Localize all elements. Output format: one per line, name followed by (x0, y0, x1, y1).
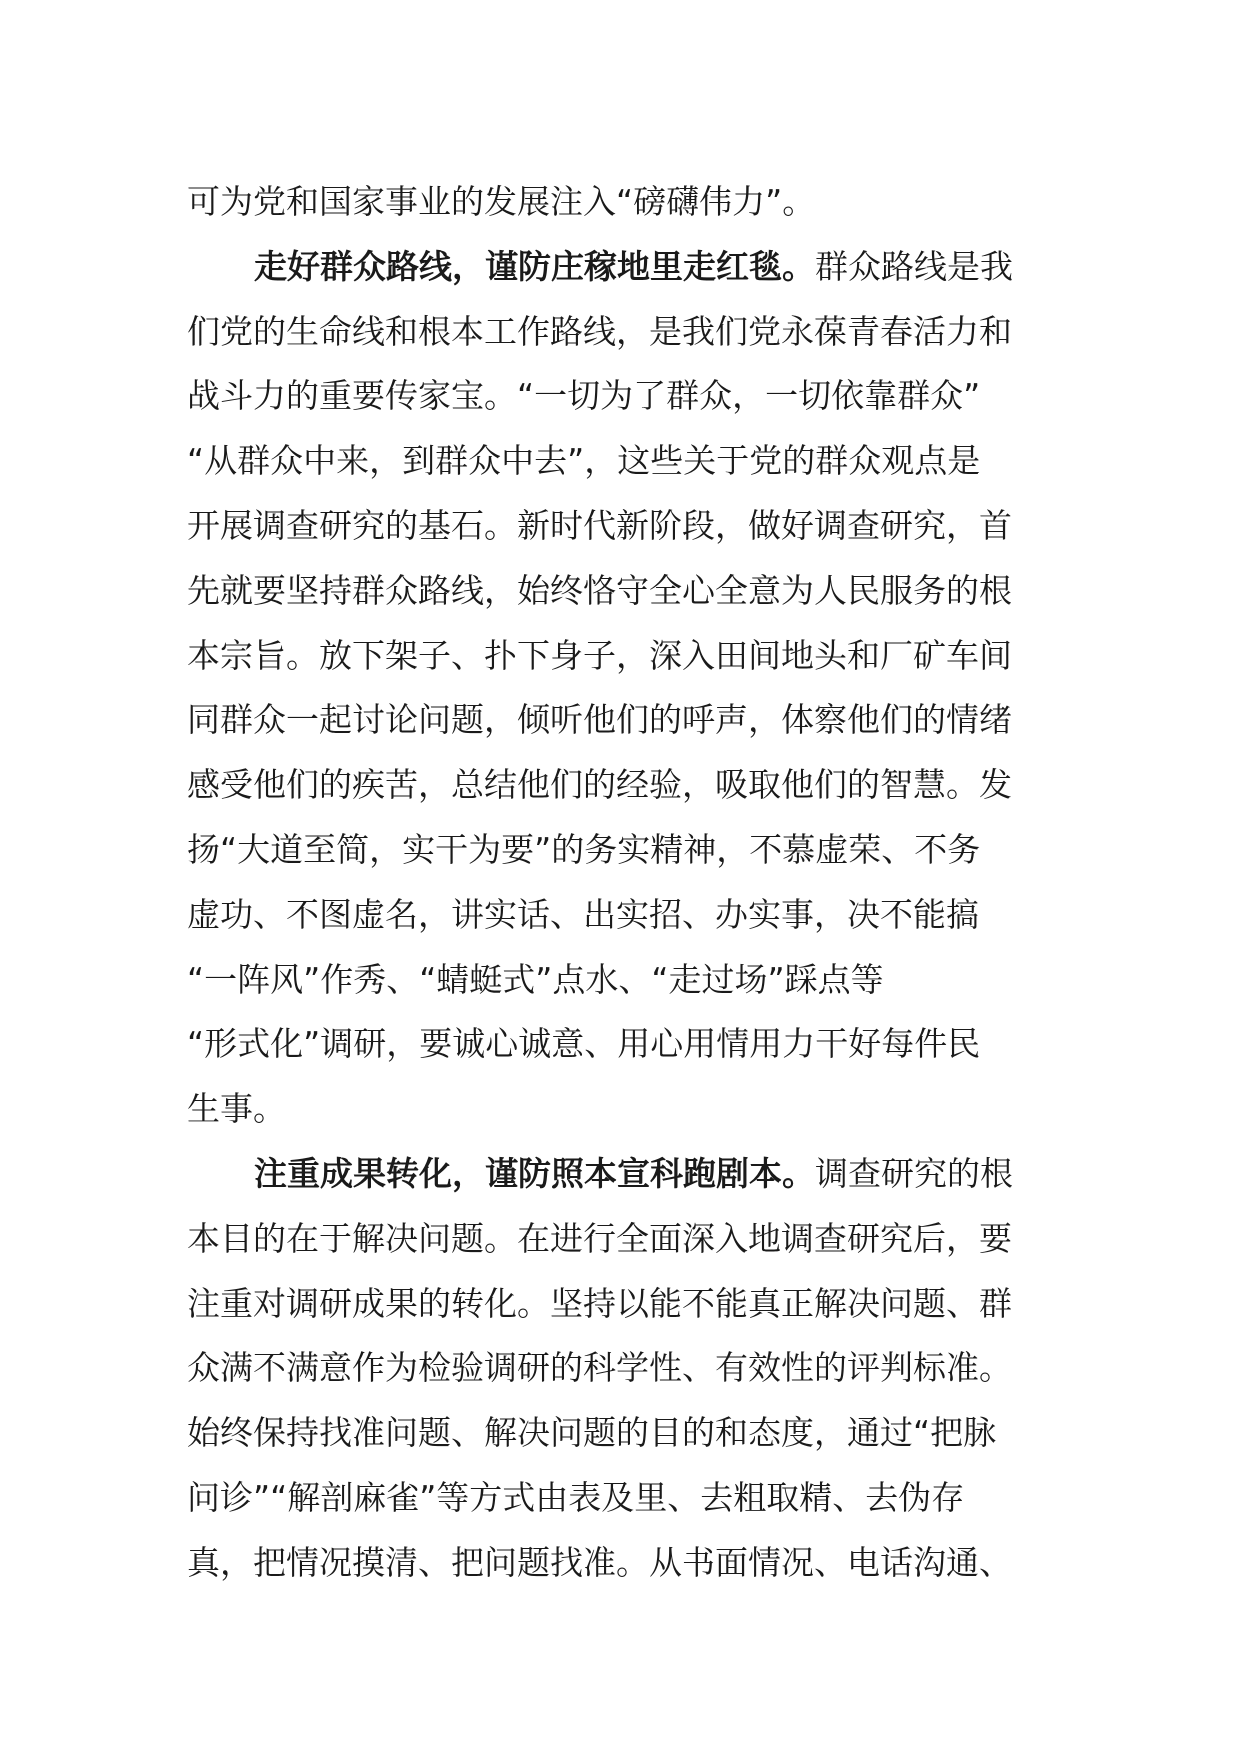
text-span: 群众路线是我 (815, 246, 1013, 286)
text-line: “形式化”调研，要诚心诚意、用心用情用力干好每件民 (187, 1024, 981, 1064)
text-line: 真，把情况摸清、把问题找准。从书面情况、电话沟通、 (187, 1542, 1012, 1582)
text-line: 生事。 (187, 1089, 286, 1129)
paragraph-lead: 注重成果转化，谨防照本宣科跑剧本。 (254, 1153, 815, 1193)
document-body (187, 170, 1057, 1596)
text-line: 同群众一起讨论问题，倾听他们的呼声，体察他们的情绪 (187, 700, 1012, 740)
text-line: 先就要坚持群众路线，始终恪守全心全意为人民服务的根 (187, 570, 1012, 610)
paragraph-lead: 走好群众路线，谨防庄稼地里走红毯。 (254, 246, 815, 286)
paragraph-1 (187, 170, 1057, 235)
text-line: “从群众中来，到群众中去”，这些关于党的群众观点是 (187, 441, 981, 481)
text-line: 始终保持找准问题、解决问题的目的和态度，通过“把脉 (187, 1413, 997, 1453)
text-line: 感受他们的疾苦，总结他们的经验，吸取他们的智慧。发 (187, 765, 1012, 805)
text-line: 虚功、不图虚名，讲实话、出实招、办实事，决不能搞 (187, 894, 979, 934)
text-line: 本目的在于解决问题。在进行全面深入地调查研究后，要 (187, 1218, 1012, 1258)
text-line: 们党的生命线和根本工作路线，是我们党永葆青春活力和 (187, 311, 1012, 351)
text-line: 众满不满意作为检验调研的科学性、有效性的评判标准。 (187, 1348, 1012, 1388)
paragraph-3 (187, 1142, 1057, 1596)
text-line (187, 1142, 1057, 1207)
text-line: 注重对调研成果的转化。坚持以能不能真正解决问题、群 (187, 1283, 1012, 1323)
text-line: 战斗力的重要传家宝。“一切为了群众，一切依靠群众” (187, 376, 981, 416)
text-line: 开展调查研究的基石。新时代新阶段，做好调查研究，首 (187, 505, 1012, 545)
text-line: “一阵风”作秀、“蜻蜓式”点水、“走过场”踩点等 (187, 959, 884, 999)
text-span: 调查研究的根 (815, 1153, 1013, 1193)
text-line: 可为党和国家事业的发展注入“磅礴伟力”。 (187, 182, 816, 221)
text-line: 问诊”“解剖麻雀”等方式由表及里、去粗取精、去伪存 (187, 1477, 965, 1517)
text-line (187, 235, 1057, 300)
paragraph-2 (187, 235, 1057, 1142)
text-line: 本宗旨。放下架子、扑下身子，深入田间地头和厂矿车间 (187, 635, 1012, 675)
text-line: 扬“大道至简，实干为要”的务实精神，不慕虚荣、不务 (187, 829, 981, 869)
